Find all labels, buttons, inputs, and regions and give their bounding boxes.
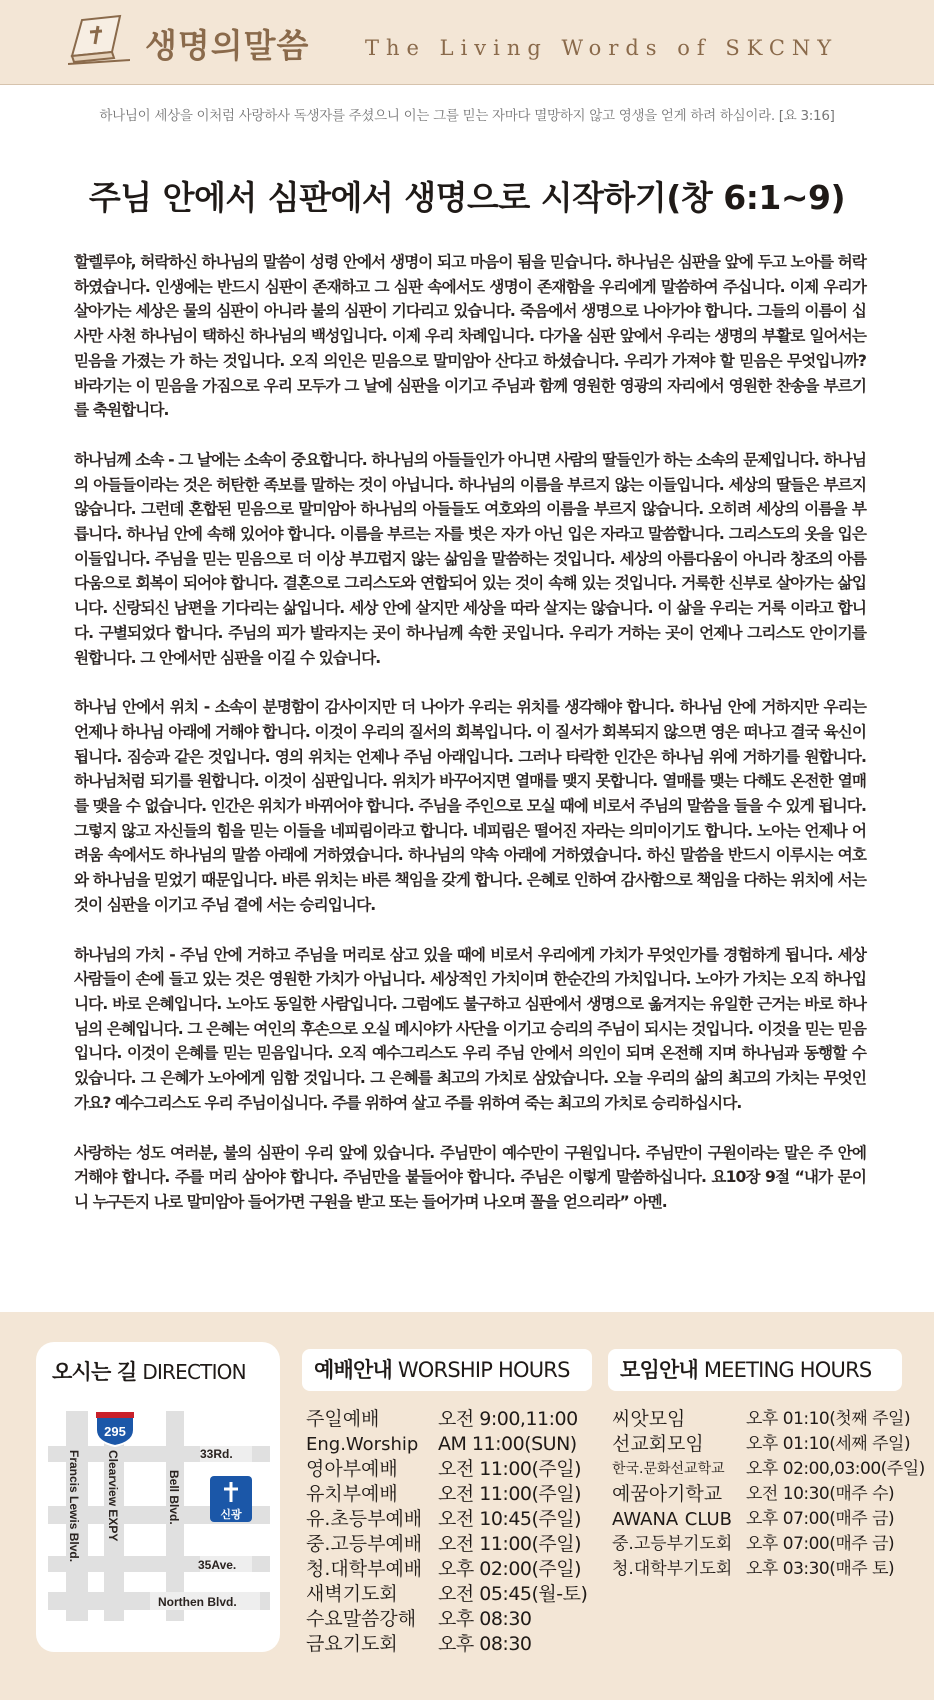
worship-name: 유.초등부예배 — [306, 1508, 423, 1530]
location-map — [40, 1406, 280, 1646]
worship-name: 중.고등부예배 — [306, 1533, 423, 1555]
meeting-row — [612, 1482, 925, 1507]
meeting-time: 오후 02:00,03:00(주일) — [746, 1459, 925, 1479]
meeting-name: 중.고등부기도회 — [612, 1534, 733, 1554]
meeting-name: 한국.문화선교학교 — [612, 1461, 725, 1477]
worship-time: 오전 9:00,11:00 — [438, 1408, 578, 1430]
sermon-paragraph: 하나님께 소속 - 그 날에는 소속이 중요합니다. 하나님의 아들들인가 아니면 사람의 딸들인가 하는 소속의 문제입니다. 하나님의 아들들이라는 것은 허탄한 족보를 말하는 것이 아닙니다. 하나님의 이름을 부르지 않는 이들입니다. 세상의 딸들은 부르지 않습니다. 그런데 혼합된 믿음으로 말미암아 하나님의 아들들도 여호와의 이름을 부르지 않습니다. 오히려 세상의 이름을 부릅니다. 하나님 안에 속해 있어야 합니다. 이름을 부르는 자를 벗은 자가 아닌 입은 자라고 말씀합니다. 그리스도의 옷을 입은 이들입니다. 주님을 믿는 믿음으로 더 이상 부끄럽지 않는 삶임을 말씀하는 것입니다. 세상의 아름다움이 아니라 창조의 아름다움으로 회복이 되어야 합니다. 결혼으로 그리스도와 연합되어 있는 것이 속해 있는 것입니다. 거룩한 신부로 살아가는 삶입니다. 신랑되신 남편을 기다리는 삶입니다. 세상 안에 살지만 세상을 따라 살지는 않습니다. 이 삶을 우리는 거룩 이라고 합니다. 구별되었다 합니다. 주님의 피가 발라지는 곳이 하나님께 속한 곳입니다. 우리가 거하는 곳이 언제나 그리스도 안이기를 원합니다. 그 안에서만 심판을 이길 수 있습니다. — [74, 450, 866, 667]
meeting-time: 오후 01:10(세째 주일) — [746, 1434, 911, 1454]
brand-english: The Living Words of SKCNY — [365, 36, 839, 60]
worship-row — [306, 1457, 587, 1482]
sermon-title: 주님 안에서 심판에서 생명으로 시작하기(창 6:1~9) — [88, 178, 846, 217]
worship-name: 새벽기도회 — [306, 1583, 398, 1605]
road-francis-lewis-blvd: Francis Lewis Blvd. — [67, 1450, 81, 1563]
worship-time: 오후 02:00(주일) — [438, 1558, 582, 1580]
interstate-number: 295 — [104, 1424, 126, 1439]
meeting-time: 오후 01:10(첫째 주일) — [746, 1409, 911, 1429]
meeting-row — [612, 1457, 925, 1482]
road-clearview-expy: Clearview EXPY — [106, 1450, 120, 1542]
worship-time: 오전 11:00(주일) — [438, 1533, 582, 1555]
worship-name: 청.대학부예배 — [306, 1558, 423, 1580]
meeting-row — [612, 1557, 925, 1582]
worship-row — [306, 1582, 587, 1607]
meeting-heading — [608, 1349, 902, 1391]
road-bell-blvd: Bell Blvd. — [167, 1470, 181, 1525]
sermon-body — [74, 250, 866, 1240]
road-35ave: 35Ave. — [198, 1558, 237, 1572]
worship-heading — [302, 1349, 592, 1391]
worship-row — [306, 1482, 587, 1507]
direction-heading-en: DIRECTION — [142, 1360, 246, 1384]
worship-name: Eng.Worship — [306, 1434, 419, 1455]
worship-time: 오전 05:45(월-토) — [438, 1583, 588, 1605]
meeting-name: 예꿈아기학교 — [612, 1483, 723, 1505]
meeting-name: AWANA CLUB — [612, 1509, 732, 1530]
worship-row — [306, 1507, 587, 1532]
meeting-row — [612, 1432, 925, 1457]
worship-row — [306, 1607, 587, 1632]
worship-row — [306, 1407, 587, 1432]
worship-heading-ko: 예배안내 — [314, 1358, 392, 1382]
worship-time: 오후 08:30 — [438, 1608, 532, 1630]
meeting-time: 오전 10:30(매주 수) — [746, 1484, 895, 1504]
scripture-verse: 하나님이 세상을 이처럼 사랑하사 독생자를 주셨으니 이는 그를 믿는 자마다 멸망하지 않고 영생을 얻게 하려 하심이라. [요 3:16] — [99, 108, 835, 124]
meeting-heading-ko: 모임안내 — [620, 1358, 698, 1382]
worship-time: 오전 10:45(주일) — [438, 1508, 582, 1530]
worship-name: 수요말씀강해 — [306, 1608, 417, 1630]
worship-name: 주일예배 — [306, 1408, 380, 1430]
meeting-row — [612, 1532, 925, 1557]
worship-time: AM 11:00(SUN) — [438, 1433, 577, 1455]
sermon-paragraph: 하나님 안에서 위치 - 소속이 분명함이 감사이지만 더 나아가 우리는 위치를 생각해야 합니다. 하나님 안에 거하지만 우리는 언제나 하나님 아래에 거해야 합니다. 이것이 우리의 질서의 회복입니다. 이 질서가 회복되지 않으면 영은 떠나고 결국 육신이 됩니다. 짐승과 같은 것입니다. 영의 위치는 언제나 주님 아래입니다. 그러나 타락한 인간은 하나님 위에 거하기를 원합니다. 하나님처럼 되기를 원합니다. 이것이 심판입니다. 위치가 바꾸어지면 열매를 맺지 못합니다. 열매를 맺는 다해도 온전한 열매를 맺을 수 없습니다. 인간은 위치가 바뀌어야 합니다. 주님을 주인으로 모실 때에 비로서 주님의 말씀을 들을 수 있게 됩니다. 그렇지 않고 자신들의 힘을 믿는 이들을 네피림이라고 합니다. 네피림은 떨어진 자라는 의미이기도 합니다. 노아는 언제나 어려움 속에서도 하나님의 말씀 아래에 거하였습니다. 하나님의 약속 아래에 거하였습니다. 하신 말씀을 반드시 이루시는 여호와 하나님을 믿었기 때문입니다. 바른 위치는 바른 책임을 갖게 합니다. 은혜로 인하여 감사함으로 책임을 다하는 위치에 서는 것이 심판을 이기고 주님 곁에 서는 승리입니다. — [74, 698, 866, 914]
sermon-paragraph: 할렐루야, 허락하신 하나님의 말씀이 성령 안에서 생명이 되고 마음이 됨을 믿습니다. 하나님은 심판을 앞에 두고 노아를 허락하였습니다. 인생에는 반드시 심판이 존재하고 그 심판 속에서도 생명이 존재함을 우리에게 말씀하여 주십니다. 이제 우리가 살아가는 세상은 물의 심판이 아니라 불의 심판이 기다리고 있습니다. 죽음에서 생명으로 나아가야 합니다. 그들의 이름이 십사만 사천 하나님이 택하신 하나님의 백성입니다. 이제 우리 차례입니다. 다가올 심판 앞에서 우리는 생명의 부활로 일어서는 믿음을 가졌는 가 하는 것입니다. 오직 의인은 믿음으로 말미암아 산다고 하셨습니다. 우리가 가져야 할 믿음은 무엇입니까? 바라기는 이 믿음을 가짐으로 우리 모두가 그 날에 심판을 이기고 주님과 함께 영원한 영광의 자리에서 영원한 찬송을 부르기를 축원합니다. — [74, 253, 866, 420]
worship-row — [306, 1532, 587, 1557]
worship-row — [306, 1557, 587, 1582]
worship-row — [306, 1632, 587, 1657]
meeting-heading-en: MEETING HOURS — [703, 1358, 872, 1382]
meeting-time: 오후 03:30(매주 토) — [746, 1559, 895, 1579]
meeting-row — [612, 1507, 925, 1532]
worship-time: 오전 11:00(주일) — [438, 1458, 582, 1480]
road-33rd: 33Rd. — [200, 1447, 233, 1461]
header — [0, 0, 934, 85]
church-logo-text: 신광 — [220, 1508, 242, 1521]
worship-heading-en: WORSHIP HOURS — [397, 1358, 570, 1382]
worship-name: 영아부예배 — [306, 1458, 398, 1480]
meeting-name: 씨앗모임 — [612, 1408, 686, 1430]
worship-row — [306, 1432, 587, 1457]
worship-hours-list — [306, 1407, 587, 1657]
meeting-time: 오후 07:00(매주 금) — [746, 1534, 895, 1554]
worship-name: 금요기도회 — [306, 1633, 398, 1655]
direction-heading — [52, 1354, 268, 1390]
meeting-row — [612, 1407, 925, 1432]
worship-name: 유치부예배 — [306, 1483, 398, 1505]
meeting-name: 청.대학부기도회 — [612, 1559, 733, 1579]
road-northern-blvd: Northen Blvd. — [158, 1595, 237, 1609]
meeting-name: 선교회모임 — [612, 1433, 704, 1455]
meeting-hours-list — [612, 1407, 925, 1582]
worship-time: 오전 11:00(주일) — [438, 1483, 582, 1505]
bible-book-icon — [68, 14, 130, 66]
sermon-paragraph: 하나님의 가치 - 주님 안에 거하고 주님을 머리로 삼고 있을 때에 비로서 우리에게 가치가 무엇인가를 경험하게 됩니다. 세상 사람들이 손에 들고 있는 것은 영원한 가치가 아닙니다. 세상적인 가치이며 한순간의 가치입니다. 노아가 가치는 오직 하나입니다. 바로 은혜입니다. 노아도 동일한 사람입니다. 그럼에도 불구하고 심판에서 생명으로 옮겨지는 유일한 근거는 바로 하나님의 은혜입니다. 그 은혜는 여인의 후손으로 오실 메시야가 사단을 이기고 승리의 주님이 되시는 것입니다. 이것을 믿는 믿음입니다. 이것이 은혜를 믿는 믿음입니다. 오직 예수그리스도 우리 주님 안에서 의인이 되며 온전해 지며 하나님과 동행할 수 있습니다. 그 은혜가 노아에게 임함 것입니다. 그 은혜를 최고의 가치로 삼았습니다. 오늘 우리의 삶의 최고의 가치는 무엇인가요? 예수그리스도 우리 주님이십니다. 주를 위하여 살고 주를 위하여 죽는 최고의 가치로 승리하십시다. — [74, 945, 866, 1112]
meeting-time: 오후 07:00(매주 금) — [746, 1509, 895, 1529]
worship-time: 오후 08:30 — [438, 1633, 532, 1655]
sermon-paragraph: 사랑하는 성도 여러분, 불의 심판이 우리 앞에 있습니다. 주님만이 예수만이 구원입니다. 주님만이 구원이라는 말은 주 안에 거해야 합니다. 주를 머리 삼아야 합니다. 주님만을 붙들어야 합니다. 주님은 이렇게 말씀하십니다. 요10장 9절 “내가 문이니 누구든지 나로 말미암아 들어가면 구원을 받고 또는 들어가며 나오며 꼴을 얻으리라” 아멘. — [74, 1143, 866, 1211]
direction-heading-ko: 오시는 길 — [52, 1360, 137, 1384]
brand-korean: 생명의말씀 — [145, 26, 310, 65]
